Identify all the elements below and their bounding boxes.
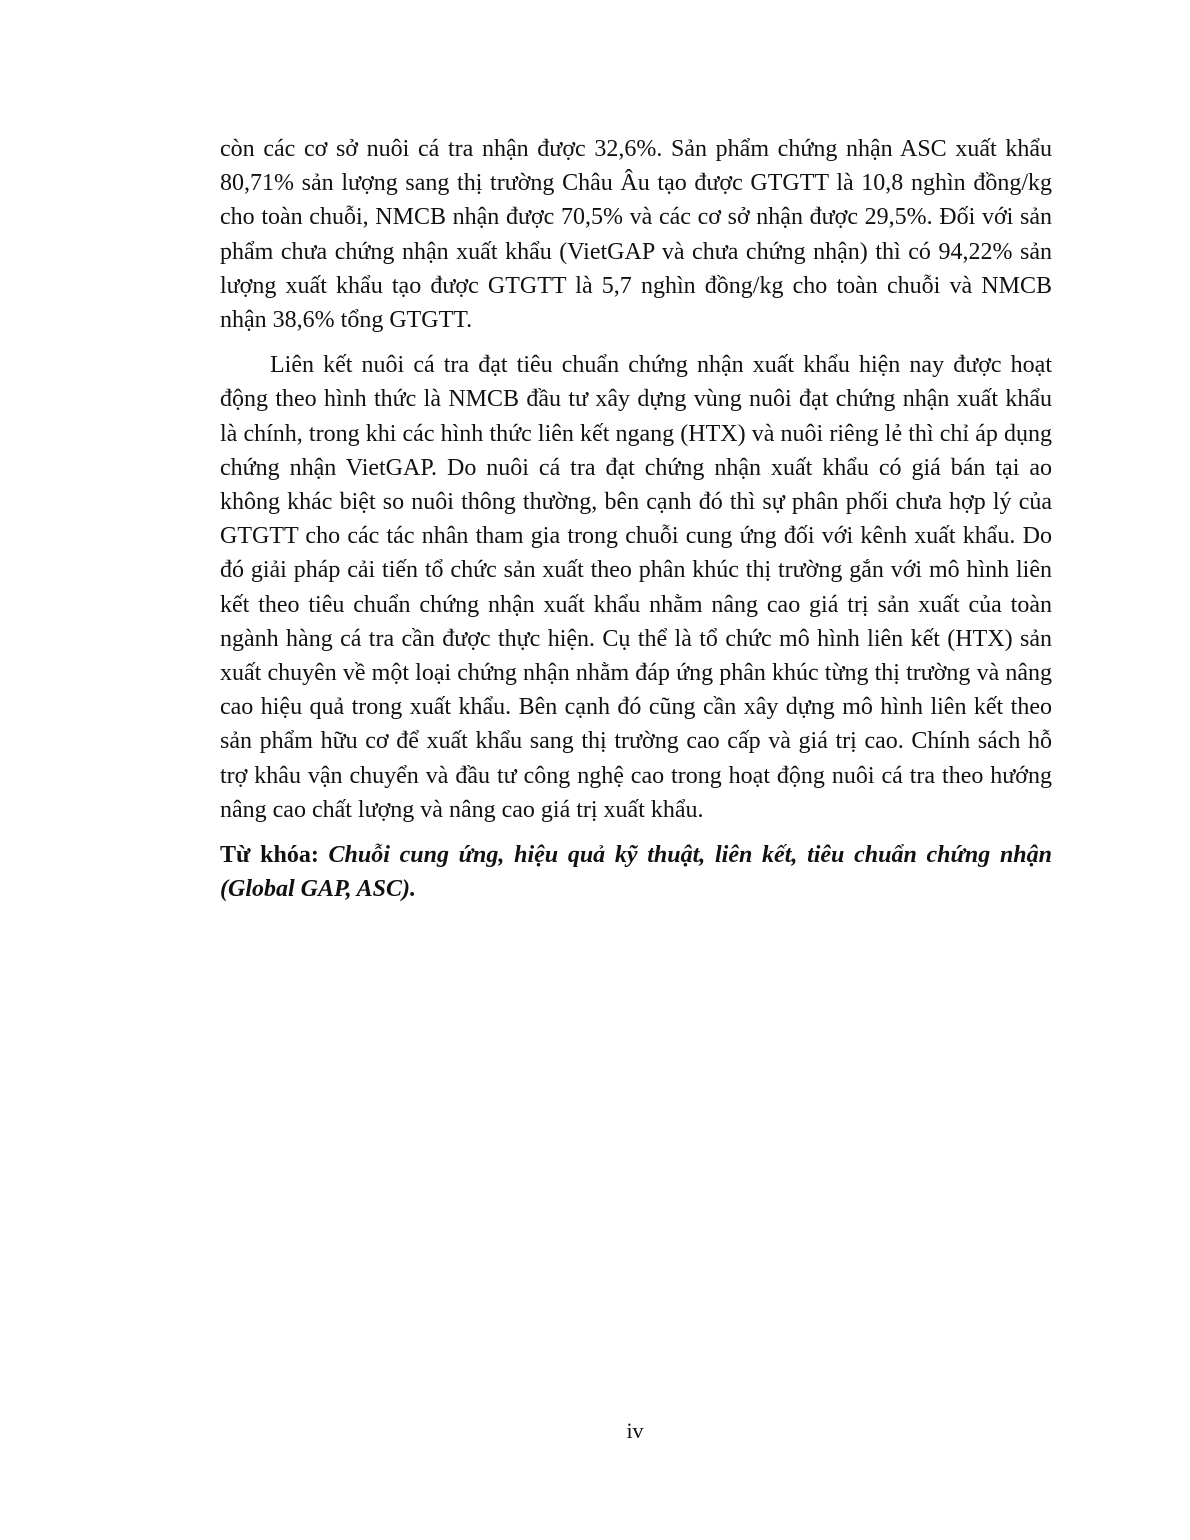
keywords-label: Từ khóa:: [220, 842, 319, 869]
body-paragraph-2: Liên kết nuôi cá tra đạt tiêu chuẩn chứng nhận xuất khẩu hiện nay được hoạt động theo hình thức là NMCB đầu tư xây dựng vùng nuôi đạt chứng nhận xuất khẩu là chính, trong khi các hình thức liên kết ngang (HTX) và nuôi riêng lẻ thì chỉ áp dụng chứng nhận VietGAP. Do nuôi cá tra đạt chứng nhận xuất khẩu có giá bán tại ao không khác biệt so nuôi thông thường, bên cạnh đó thì sự phân phối chưa hợp lý của GTGTT cho các tác nhân tham gia trong chuỗi cung ứng đối với kênh xuất khẩu. Do đó giải pháp cải tiến tổ chức sản xuất theo phân khúc thị trường gắn với mô hình liên kết theo tiêu chuẩn chứng nhận xuất khẩu nhằm nâng cao giá trị sản xuất của toàn ngành hàng cá tra cần được thực hiện. Cụ thể là tổ chức mô hình liên kết (HTX) sản xuất chuyên về một loại chứng nhận nhằm đáp ứng phân khúc từng thị trường và nâng cao hiệu quả trong xuất khẩu. Bên cạnh đó cũng cần xây dựng mô hình liên kết theo sản phẩm hữu cơ để xuất khẩu sang thị trường cao cấp và giá trị cao. Chính sách hỗ trợ khâu vận chuyển và đầu tư công nghệ cao trong hoạt động nuôi cá tra theo hướng nâng cao chất lượng và nâng cao giá trị xuất khẩu.: [220, 352, 1052, 823]
keywords-values: Chuỗi cung ứng, hiệu quả kỹ thuật, liên kết, tiêu chuẩn chứng nhận (Global GAP, ASC).: [220, 842, 1052, 903]
document-body: [220, 132, 1052, 906]
body-paragraph-1: còn các cơ sở nuôi cá tra nhận được 32,6%. Sản phẩm chứng nhận ASC xuất khẩu 80,71% sản lượng sang thị trường Châu Âu tạo được GTGTT là 10,8 nghìn đồng/kg cho toàn chuỗi, NMCB nhận được 70,5% và các cơ sở nhận được 29,5%. Đối với sản phẩm chưa chứng nhận xuất khẩu (VietGAP và chưa chứng nhận) thì có 94,22% sản lượng xuất khẩu tạo được GTGTT là 5,7 nghìn đồng/kg cho toàn chuỗi và NMCB nhận 38,6% tổng GTGTT.: [220, 136, 1052, 334]
keywords-line: [220, 838, 1052, 906]
page-number: iv: [626, 1418, 644, 1443]
